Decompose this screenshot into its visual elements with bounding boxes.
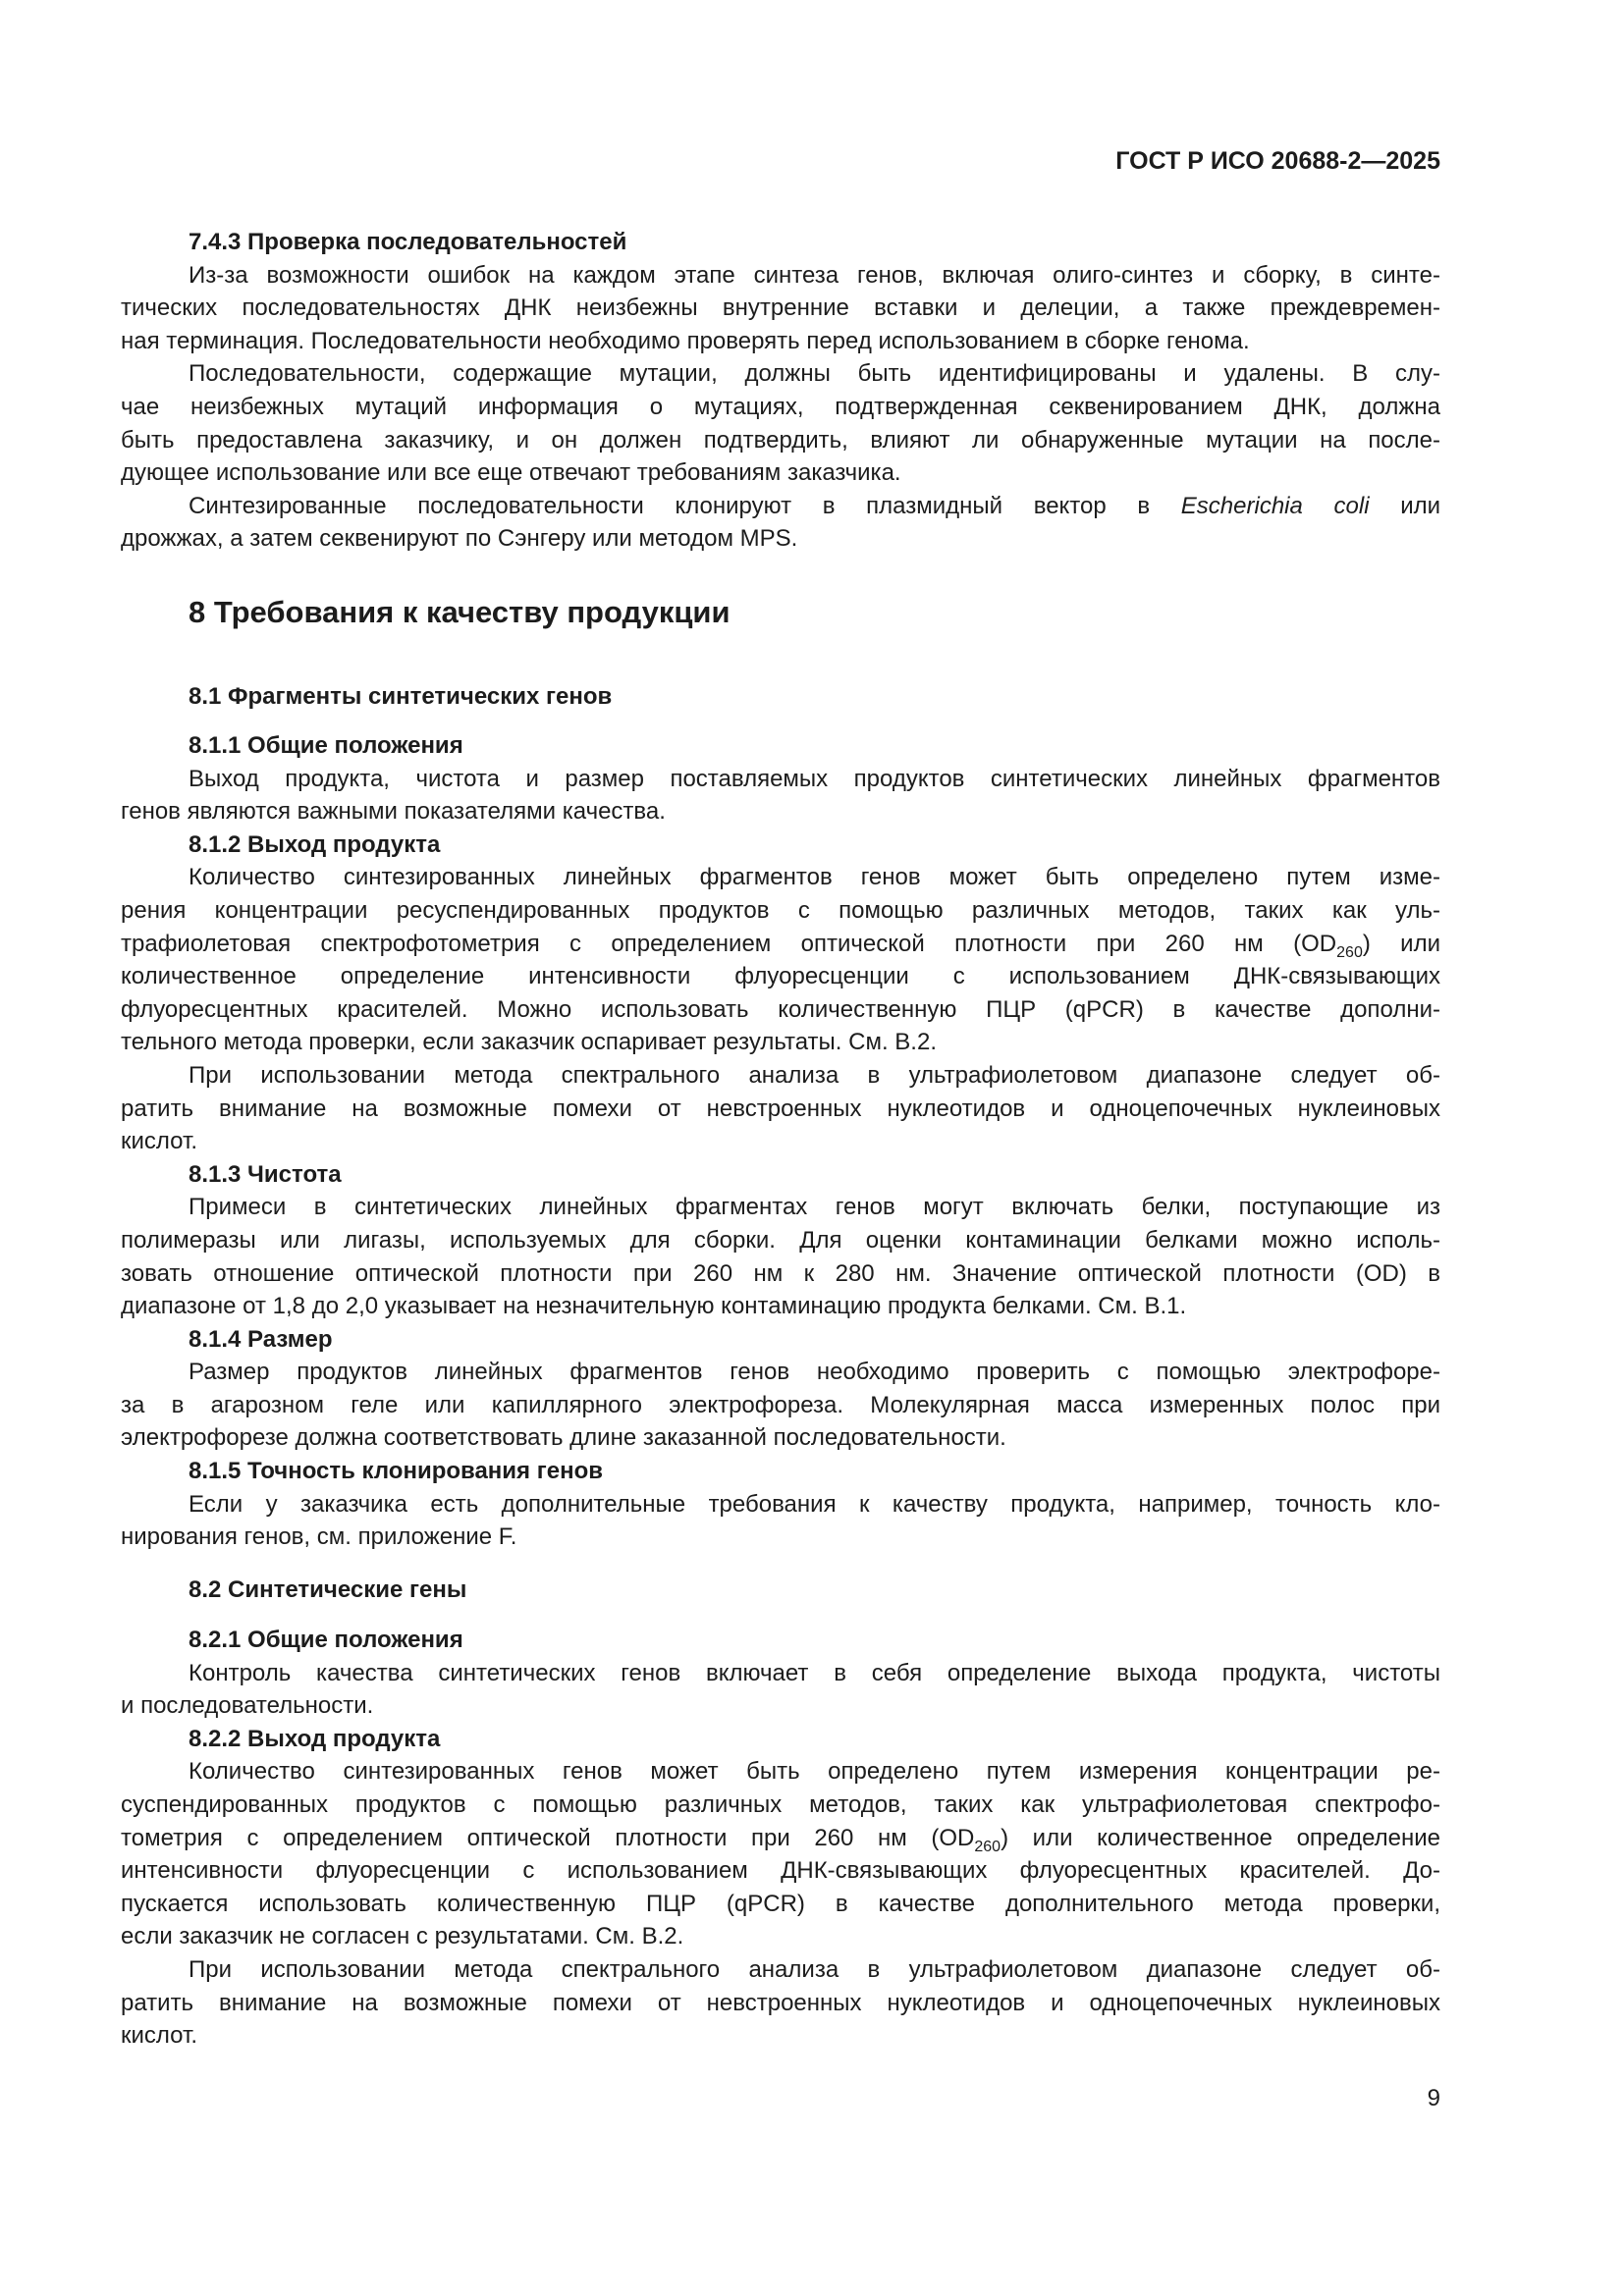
subsection-heading: 8.1.4 Размер xyxy=(189,1325,333,1353)
text-line: Выход продукта, чистота и размер поставляемых продуктов синтетических линейных фрагментов xyxy=(189,765,1440,792)
text-line: количественное определение интенсивности флуоресценции с использованием ДНК-связывающих xyxy=(121,963,1440,990)
paragraph xyxy=(121,763,1440,828)
subsection-heading: 8.1.3 Чистота xyxy=(189,1160,342,1188)
text-line: быть предоставлена заказчику, и он должен подтвердить, влияют ли обнаруженные мутации на после- xyxy=(121,426,1440,454)
text-line: суспендированных продуктов с помощью различных методов, таких как ультрафиолетовая спектрофо- xyxy=(121,1790,1440,1818)
paragraph xyxy=(121,1356,1440,1455)
text-line: дующее использование или все еще отвечают требованиям заказчика. xyxy=(121,459,901,487)
text-line: и последовательности. xyxy=(121,1692,374,1720)
text-line: Количество синтезированных линейных фрагментов генов может быть определено путем изме- xyxy=(189,864,1440,891)
text-line: При использовании метода спектрального анализа в ультрафиолетовом диапазоне следует об- xyxy=(189,1061,1440,1089)
text-line: Количество синтезированных генов может быть определено путем измерения концентрации ре- xyxy=(189,1758,1440,1786)
text-segment: ) или количественное определение xyxy=(1001,1824,1440,1851)
section-block xyxy=(121,1624,1440,2053)
section-heading: 8 Требования к качеству продукции xyxy=(189,595,731,629)
subsection-heading: 8.1 Фрагменты синтетических генов xyxy=(189,683,613,710)
text-line: флуоресцентных красителей. Можно использовать количественную ПЦР (qPCR) в качестве дополни- xyxy=(121,995,1440,1023)
text-line: Последовательности, содержащие мутации, должны быть идентифицированы и удалены. В слу- xyxy=(189,360,1440,388)
text-line: интенсивности флуоресценции с использованием ДНК-связывающих флуоресцентных красителей. До- xyxy=(121,1857,1440,1885)
text-line: генов являются важными показателями качества. xyxy=(121,798,666,826)
paragraph xyxy=(121,1059,1440,1158)
subsection-heading: 8.2 Синтетические гены xyxy=(189,1576,467,1603)
text-segment: или xyxy=(1369,492,1441,519)
text-segment: тометрия с определением оптической плотности при 260 нм (OD xyxy=(121,1824,975,1851)
text-line: Контроль качества синтетических генов включает в себя определение выхода продукта, чистоты xyxy=(189,1659,1440,1686)
paragraph xyxy=(121,259,1440,358)
paragraph xyxy=(121,1755,1440,1953)
subscript: 260 xyxy=(974,1838,1001,1855)
text-line: тических последовательностях ДНК неизбежны внутренние вставки и делеции, а также преждевремен- xyxy=(121,294,1440,322)
document-header-id: ГОСТ Р ИСО 20688-2—2025 xyxy=(1115,147,1440,175)
text-line xyxy=(121,928,1440,961)
text-line xyxy=(121,1822,1440,1855)
text-line: При использовании метода спектрального анализа в ультрафиолетовом диапазоне следует об- xyxy=(189,1955,1440,1983)
paragraph xyxy=(121,357,1440,489)
text-segment: Синтезированные последовательности клонируют в плазмидный вектор в xyxy=(189,492,1181,519)
section-block xyxy=(121,593,1440,632)
subscript: 260 xyxy=(1336,943,1363,961)
text-line: нирования генов, см. приложение F. xyxy=(121,1523,517,1551)
text-line: чае неизбежных мутаций информация о мутациях, подтвержденная секвенированием ДНК, должна xyxy=(121,393,1440,420)
text-line: кислот. xyxy=(121,2022,197,2050)
text-line xyxy=(121,490,1440,523)
text-line: пускается использовать количественную ПЦР (qPCR) в качестве дополнительного метода проверки, xyxy=(121,1890,1440,1917)
paragraph xyxy=(121,1953,1440,2053)
text-line: электрофорезе должна соответствовать длине заказанной последовательности. xyxy=(121,1424,1006,1452)
text-line: ратить внимание на возможные помехи от невстроенных нуклеотидов и одноцепочечных нуклеиновых xyxy=(121,1095,1440,1122)
section-block xyxy=(121,680,1440,714)
section-block xyxy=(121,729,1440,1554)
subsection-heading: 8.1.2 Выход продукта xyxy=(189,830,441,858)
text-line: ная терминация. Последовательности необходимо проверять перед использованием в сборке генома. xyxy=(121,327,1250,354)
subsection-heading: 7.4.3 Проверка последовательностей xyxy=(189,229,627,255)
section-block xyxy=(121,1574,1440,1607)
paragraph xyxy=(121,861,1440,1059)
text-line: за в агарозном геле или капиллярного электрофореза. Молекулярная масса измеренных полос при xyxy=(121,1391,1440,1418)
section-block xyxy=(121,226,1440,556)
text-segment: трафиолетовая спектрофотометрия с определением оптической плотности при 260 нм (OD xyxy=(121,930,1337,957)
subsection-heading: 8.1.1 Общие положения xyxy=(189,732,463,759)
text-line: тельного метода проверки, если заказчик оспаривает результаты. См. B.2. xyxy=(121,1029,937,1056)
text-line: Из-за возможности ошибок на каждом этапе синтеза генов, включая олиго-синтез и сборку, в синте- xyxy=(189,261,1440,289)
text-line: Примеси в синтетических линейных фрагментах генов могут включать белки, поступающие из xyxy=(189,1194,1440,1221)
text-line: диапазоне от 1,8 до 2,0 указывает на незначительную контаминацию продукта белками. См. B.1. xyxy=(121,1293,1187,1320)
paragraph xyxy=(121,1488,1440,1554)
page-number: 9 xyxy=(1427,2085,1440,2111)
subsection-heading: 8.1.5 Точность клонирования генов xyxy=(189,1458,603,1485)
text-line: Если у заказчика есть дополнительные требования к качеству продукта, например, точность кло- xyxy=(189,1490,1440,1518)
subsection-heading: 8.2.1 Общие положения xyxy=(189,1627,463,1653)
text-line: кислот. xyxy=(121,1128,197,1155)
paragraph xyxy=(121,1657,1440,1723)
text-line: Размер продуктов линейных фрагментов генов необходимо проверить с помощью электрофоре- xyxy=(189,1359,1440,1386)
paragraph xyxy=(121,1191,1440,1322)
text-line: полимеразы или лигазы, используемых для сборки. Для оценки контаминации белками можно исполь- xyxy=(121,1226,1440,1254)
text-line: ратить внимание на возможные помехи от невстроенных нуклеотидов и одноцепочечных нуклеиновых xyxy=(121,1989,1440,2016)
text-line: дрожжах, а затем секвенируют по Сэнгеру или методом MPS. xyxy=(121,525,798,553)
paragraph xyxy=(121,490,1440,556)
text-line: зовать отношение оптической плотности при 260 нм к 280 нм. Значение оптической плотности (OD) в xyxy=(121,1259,1440,1287)
text-line: если заказчик не согласен с результатами. См. B.2. xyxy=(121,1923,684,1950)
text-line: рения концентрации ресуспендированных продуктов с помощью различных методов, таких как уль- xyxy=(121,896,1440,924)
italic-term: Escherichia coli xyxy=(1180,492,1370,519)
text-segment: ) или xyxy=(1362,930,1440,957)
subsection-heading: 8.2.2 Выход продукта xyxy=(189,1725,441,1752)
